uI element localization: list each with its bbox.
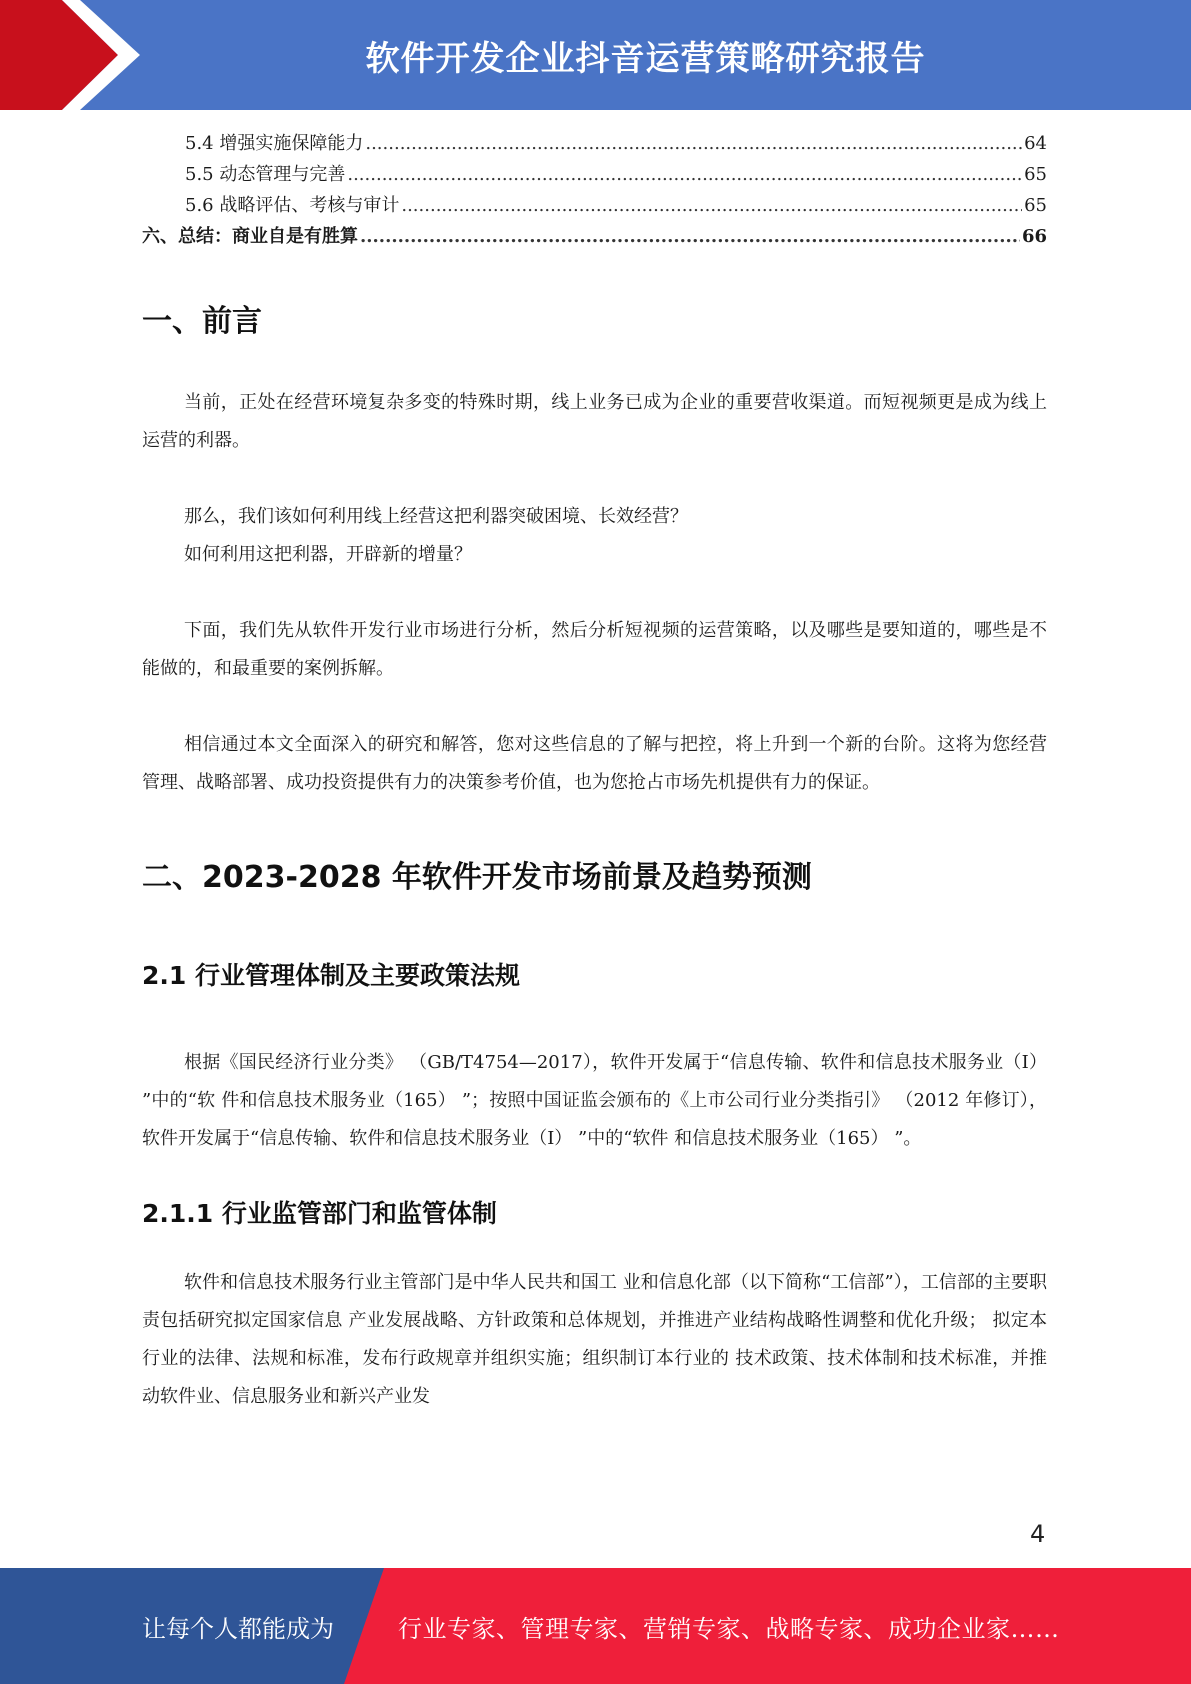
toc-entry[interactable]: [142, 159, 1047, 190]
section-heading-forecast: 二、2023-2028 年软件开发市场前景及趋势预测: [142, 860, 812, 895]
toc-leader-dots: [360, 221, 1020, 252]
section-heading-preface: 一、前言: [142, 304, 262, 339]
toc-entry-label: 六、总结：商业自是有胜算: [142, 226, 358, 247]
toc-entry[interactable]: [142, 128, 1047, 159]
toc-leader-dots: [401, 190, 1022, 221]
paragraph: 如何利用这把利器，开辟新的增量？: [184, 544, 472, 565]
toc-entry[interactable]: [142, 221, 1047, 252]
paragraph: 当前，正处在经营环境复杂多变的特殊时期，线上业务已成为企业的重要营收渠道。而短视频更是成为线上运营的利器。: [142, 392, 1047, 451]
toc-leader-dots: [347, 159, 1022, 190]
paragraph: 那么，我们该如何利用线上经营这把利器突破困境、长效经营？: [184, 506, 688, 527]
toc-entry[interactable]: [142, 190, 1047, 221]
paragraph: 软件和信息技术服务行业主管部门是中华人民共和国工 业和信息化部（以下简称“工信部”），工信部的主要职责包括研究拟定国家信息 产业发展战略、方针政策和总体规划，并推进产业结构战略性调整和优化升级； 拟定本行业的法律、法规和标准，发布行政规章并组织实施；组织制订本行业的 技术政策、技术体制和技术标准，并推动软件业、信息服务业和新兴产业发: [142, 1272, 1047, 1407]
page-footer: [0, 1568, 1191, 1684]
toc-entry-page: 64: [1024, 133, 1047, 154]
subsection-heading-2-1: 2.1 行业管理体制及主要政策法规: [142, 961, 520, 990]
header-chevron-icon: [0, 0, 160, 110]
paragraph: 相信通过本文全面深入的研究和解答，您对这些信息的了解与把控，将上升到一个新的台阶。这将为您经营管理、战略部署、成功投资提供有力的决策参考价值，也为您抢占市场先机提供有力的保证。: [142, 734, 1047, 793]
toc-entry-label: 5.4 增强实施保障能力: [185, 133, 364, 154]
paragraph: 下面，我们先从软件开发行业市场进行分析，然后分析短视频的运营策略，以及哪些是要知道的，哪些是不能做的，和最重要的案例拆解。: [142, 620, 1047, 679]
toc-entry-page: 66: [1021, 226, 1047, 247]
subsection-heading-2-1-1: 2.1.1 行业监管部门和监管体制: [142, 1199, 497, 1228]
toc-entry-label: 5.6 战略评估、考核与审计: [185, 195, 400, 216]
footer-slogan-left: 让每个人都能成为: [142, 1614, 334, 1643]
paragraph: 根据《国民经济行业分类》 （GB/T4754—2017），软件开发属于“信息传输、软件和信息技术服务业（I） ”中的“软 件和信息技术服务业（165） ”；按照中国证监会颁布的《上市公司行业分类指引》 （2012 年修订），软件开发属于“信息传输、软件和信息技术服务业（I） ”中的“软件 和信息技术服务业（165） ”。: [142, 1052, 1047, 1149]
page-header: [0, 0, 1191, 110]
toc-entry-page: 65: [1024, 195, 1047, 216]
table-of-contents: [142, 128, 1047, 252]
report-title: 软件开发企业抖音运营策略研究报告: [365, 38, 926, 79]
toc-leader-dots: [365, 128, 1022, 159]
page-content: [142, 128, 1047, 1416]
toc-entry-page: 65: [1024, 164, 1047, 185]
footer-slogan-right: 行业专家、管理专家、营销专家、战略专家、成功企业家……: [398, 1614, 1060, 1643]
page-number: 4: [1030, 1520, 1046, 1548]
toc-entry-label: 5.5 动态管理与完善: [185, 164, 346, 185]
